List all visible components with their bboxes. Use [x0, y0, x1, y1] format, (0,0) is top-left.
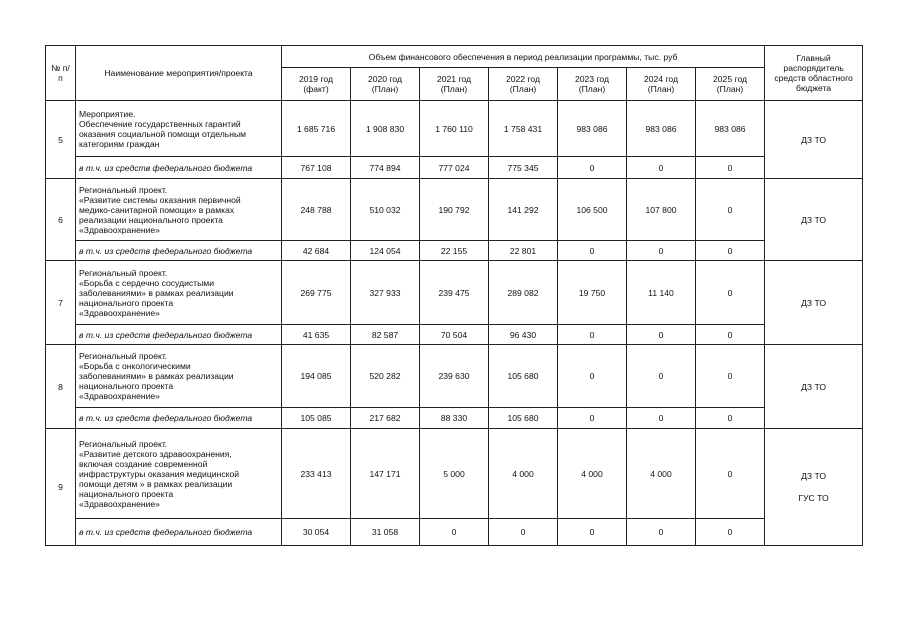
federal-value: 105 680	[489, 408, 558, 429]
row-value: 106 500	[558, 179, 627, 241]
federal-value: 96 430	[489, 325, 558, 345]
row-value: 1 685 716	[282, 101, 351, 157]
row-value: 327 933	[351, 261, 420, 325]
row-value: 983 086	[696, 101, 765, 157]
federal-value: 0	[558, 325, 627, 345]
row-value: 1 758 431	[489, 101, 558, 157]
federal-value: 775 345	[489, 157, 558, 179]
header-year-kind: (факт)	[303, 84, 329, 94]
header-name: Наименование мероприятия/проекта	[76, 46, 282, 101]
federal-value: 777 024	[420, 157, 489, 179]
row-name-line: заболеваниями» в рамках реализации	[79, 371, 234, 381]
row-name-line: Региональный проект.	[79, 267, 168, 278]
row-responsible	[765, 101, 863, 179]
row-name-line: «Здравоохранение»	[79, 307, 160, 318]
row-name	[76, 101, 282, 157]
row-value: 190 792	[420, 179, 489, 241]
header-row-top	[46, 46, 863, 68]
row-value: 239 475	[420, 261, 489, 325]
row-value: 289 082	[489, 261, 558, 325]
federal-value: 0	[696, 157, 765, 179]
federal-value: 22 801	[489, 241, 558, 261]
row-value: 107 800	[627, 179, 696, 241]
header-funding: Объем финансового обеспечения в период реализации программы, тыс. руб	[282, 46, 765, 68]
federal-label: в т.ч. из средств федерального бюджета	[76, 519, 282, 546]
table-row	[46, 429, 863, 519]
row-value: 19 750	[558, 261, 627, 325]
row-value: 4 000	[558, 429, 627, 519]
row-value: 510 032	[351, 179, 420, 241]
federal-label: в т.ч. из средств федерального бюджета	[76, 241, 282, 261]
responsible-label: ДЗ ТО	[801, 381, 827, 392]
header-year-label: 2025 год	[713, 74, 748, 84]
table-row	[46, 101, 863, 157]
responsible-label: ГУС ТО	[798, 493, 829, 503]
row-value: 105 680	[489, 345, 558, 408]
row-name	[76, 429, 282, 519]
table-row-federal	[46, 325, 863, 345]
header-num: № п/п	[46, 46, 76, 101]
row-num: 9	[46, 429, 76, 546]
row-name-line: инфраструктуры оказания медицинской	[79, 468, 240, 479]
row-name-line: помощи детям » в рамках реализации	[79, 478, 233, 489]
header-year	[351, 68, 420, 101]
row-name-line: национального проекта	[79, 297, 174, 308]
row-name-line: категориям граждан	[79, 138, 160, 149]
federal-value: 88 330	[420, 408, 489, 429]
federal-value: 0	[696, 519, 765, 546]
row-value: 983 086	[558, 101, 627, 157]
federal-value: 0	[696, 325, 765, 345]
row-value: 0	[696, 429, 765, 519]
row-name-line: медико-санитарной помощи» в рамках	[79, 204, 235, 215]
federal-value: 774 894	[351, 157, 420, 179]
row-name-line: национального проекта	[79, 381, 174, 391]
header-year-kind: (План)	[440, 84, 468, 94]
federal-value: 31 058	[351, 519, 420, 546]
row-name	[76, 261, 282, 325]
federal-value: 82 587	[351, 325, 420, 345]
header-year	[282, 68, 351, 101]
row-name-line: Обеспечение государственных гарантий	[79, 118, 241, 129]
table-body	[46, 101, 863, 546]
header-year-label: 2019 год	[298, 74, 334, 84]
federal-value: 217 682	[351, 408, 420, 429]
row-name-line: «Борьба с сердечно сосудистыми	[79, 277, 215, 288]
header-year	[420, 68, 489, 101]
row-value: 0	[696, 345, 765, 408]
row-value: 0	[558, 345, 627, 408]
row-name-line: Региональный проект.	[79, 438, 168, 449]
row-num: 5	[46, 101, 76, 179]
federal-value: 767 108	[282, 157, 351, 179]
federal-value: 105 085	[282, 408, 351, 429]
row-name-line: «Развитие системы оказания первичной	[79, 194, 241, 205]
row-value: 983 086	[627, 101, 696, 157]
header-year-label: 2021 год	[436, 74, 472, 84]
header-responsible: Главный распорядитель средств областного бюджета	[765, 46, 863, 101]
row-name-line: «Борьба с онкологическими	[79, 361, 191, 371]
row-name-line: включая создание современной	[79, 458, 208, 469]
row-value: 11 140	[627, 261, 696, 325]
header-year	[696, 68, 765, 101]
row-value: 4 000	[489, 429, 558, 519]
header-year-label: 2024 год	[643, 74, 679, 84]
table-row-federal	[46, 408, 863, 429]
header-year-label: 2023 год	[574, 74, 610, 84]
row-name-line: Региональный проект.	[79, 351, 168, 361]
row-name-line: Региональный проект.	[79, 184, 168, 195]
federal-value: 0	[627, 408, 696, 429]
federal-value: 0	[627, 519, 696, 546]
federal-value: 0	[558, 408, 627, 429]
federal-value: 0	[489, 519, 558, 546]
federal-value: 70 504	[420, 325, 489, 345]
federal-value: 0	[696, 408, 765, 429]
federal-value: 0	[627, 157, 696, 179]
row-value: 269 775	[282, 261, 351, 325]
responsible-label: ДЗ ТО	[801, 134, 827, 145]
header-year-label: 2020 год	[367, 74, 403, 84]
row-value: 147 171	[351, 429, 420, 519]
federal-value: 0	[558, 241, 627, 261]
row-value: 1 760 110	[420, 101, 489, 157]
federal-label: в т.ч. из средств федерального бюджета	[76, 157, 282, 179]
row-name-line: реализации национального проекта	[79, 214, 223, 225]
row-responsible	[765, 261, 863, 345]
federal-value: 0	[558, 157, 627, 179]
federal-value: 0	[420, 519, 489, 546]
row-value: 0	[696, 261, 765, 325]
row-value: 239 630	[420, 345, 489, 408]
table-row	[46, 179, 863, 241]
table-row	[46, 261, 863, 325]
federal-value: 0	[558, 519, 627, 546]
row-name-line: национального проекта	[79, 488, 174, 499]
header-year	[627, 68, 696, 101]
federal-value: 0	[627, 325, 696, 345]
row-value: 520 282	[351, 345, 420, 408]
federal-value: 41 635	[282, 325, 351, 345]
row-num: 7	[46, 261, 76, 345]
federal-value: 22 155	[420, 241, 489, 261]
responsible-label: ДЗ ТО	[801, 297, 827, 308]
header-year	[558, 68, 627, 101]
federal-value: 30 054	[282, 519, 351, 546]
header-year-kind: (План)	[716, 84, 744, 94]
row-name-line: Мероприятие.	[79, 108, 136, 119]
row-num: 6	[46, 179, 76, 261]
row-value: 233 413	[282, 429, 351, 519]
header-year	[489, 68, 558, 101]
header-year-kind: (План)	[578, 84, 606, 94]
row-name-line: «Развитие детского здравоохранения,	[79, 448, 232, 459]
federal-label: в т.ч. из средств федерального бюджета	[76, 408, 282, 429]
header-year-kind: (План)	[509, 84, 537, 94]
row-value: 4 000	[627, 429, 696, 519]
row-value: 0	[627, 345, 696, 408]
row-name-line: «Здравоохранение»	[79, 224, 160, 235]
row-value: 248 788	[282, 179, 351, 241]
row-name-line: «Здравоохранение»	[79, 391, 160, 401]
responsible-label: ДЗ ТО	[801, 214, 827, 225]
row-name-line: «Здравоохранение»	[79, 498, 160, 509]
row-name-line: заболеваниями» в рамках реализации	[79, 287, 234, 298]
table-row-federal	[46, 157, 863, 179]
table-row-federal	[46, 241, 863, 261]
row-value: 5 000	[420, 429, 489, 519]
funding-table	[45, 45, 863, 546]
row-value: 194 085	[282, 345, 351, 408]
row-name-line: оказания социальной помощи отдельным	[79, 128, 247, 139]
federal-value: 124 054	[351, 241, 420, 261]
row-value: 141 292	[489, 179, 558, 241]
row-responsible	[765, 429, 863, 546]
header-year-kind: (План)	[647, 84, 675, 94]
federal-value: 0	[696, 241, 765, 261]
federal-value: 42 684	[282, 241, 351, 261]
row-value: 0	[696, 179, 765, 241]
responsible-label: ДЗ ТО	[801, 471, 827, 481]
table-row	[46, 345, 863, 408]
header-year-label: 2022 год	[505, 74, 541, 84]
federal-value: 0	[627, 241, 696, 261]
federal-label: в т.ч. из средств федерального бюджета	[76, 325, 282, 345]
row-name	[76, 179, 282, 241]
row-num: 8	[46, 345, 76, 429]
row-responsible	[765, 179, 863, 261]
table-row-federal	[46, 519, 863, 546]
row-value: 1 908 830	[351, 101, 420, 157]
row-name	[76, 345, 282, 408]
header-year-kind: (План)	[371, 84, 399, 94]
row-responsible	[765, 345, 863, 429]
